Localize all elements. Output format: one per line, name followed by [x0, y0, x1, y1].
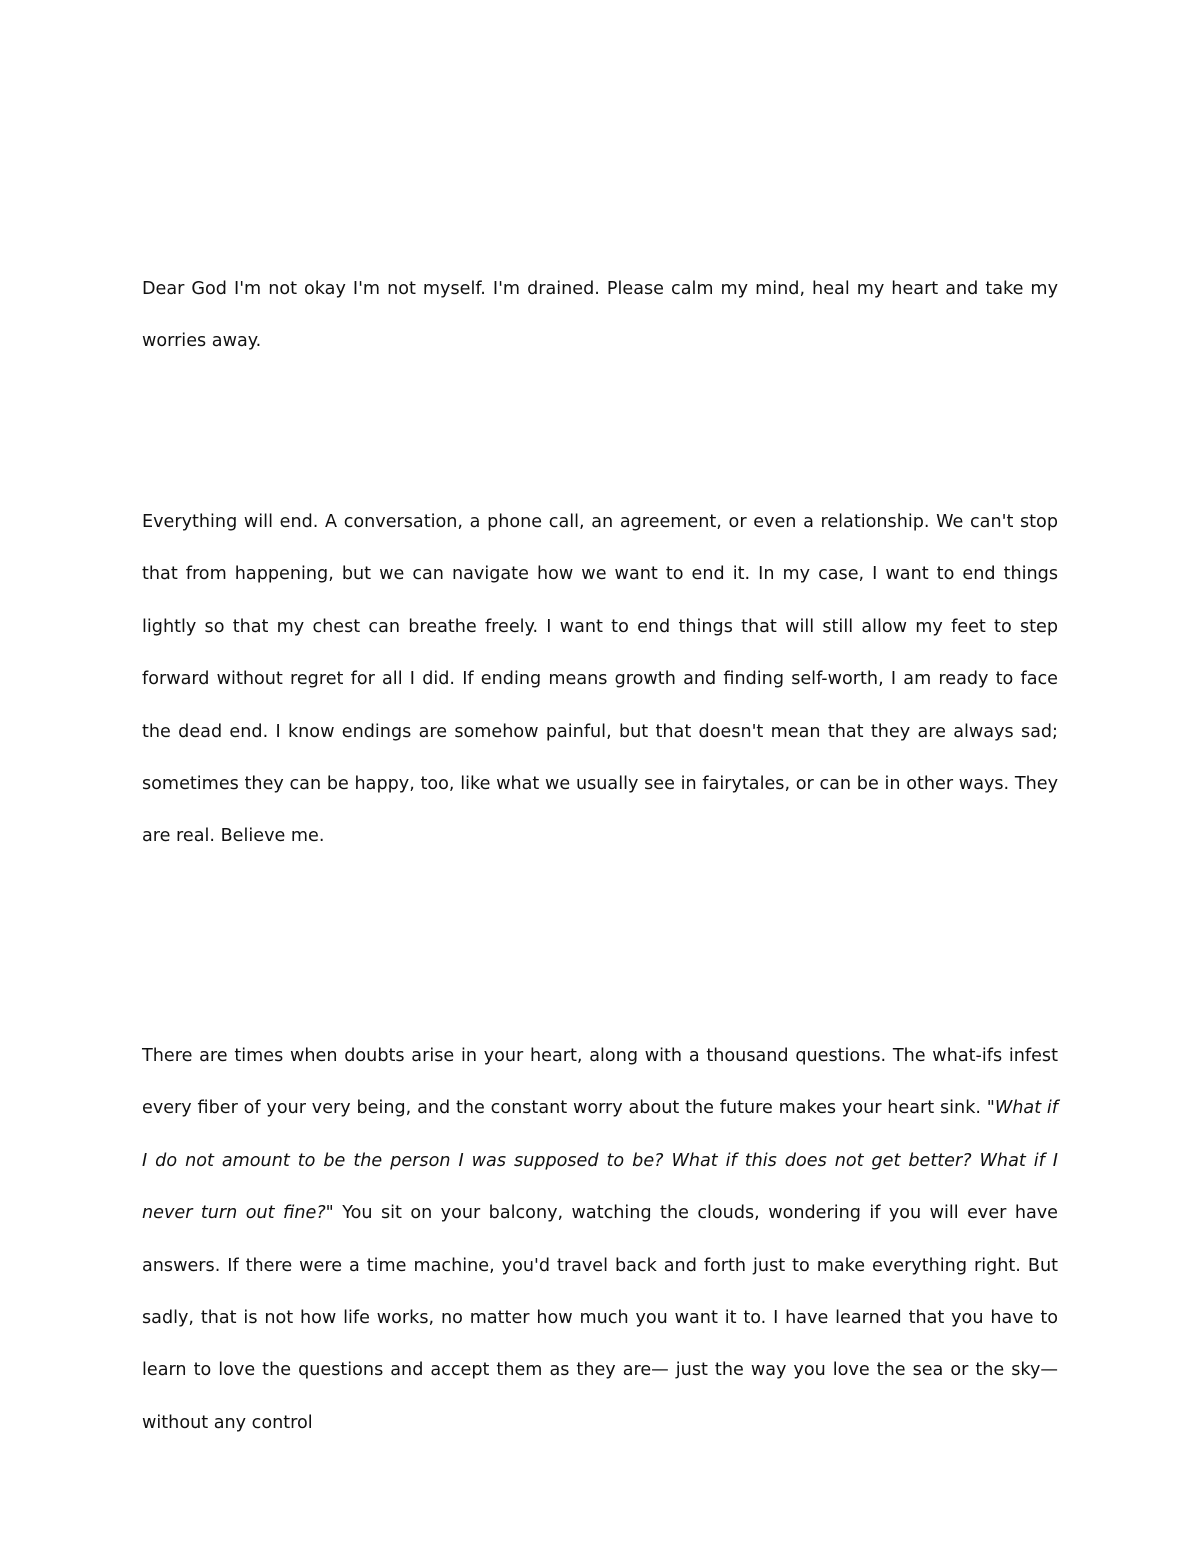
paragraph-text: " You sit on your balcony, watching the clouds, wondering if you will ever have answers. If there were a time machine, you'd travel back and forth just to make everything right. But sadly, that is not how life works, no matter how much you want it to. I have learned that you have to learn to love the questions and accept them as they are— just the way you love the sea or the sky— without any control	[142, 1203, 1059, 1433]
paragraph-text: Dear God I'm not okay I'm not myself. I'm drained. Please calm my mind, heal my heart and take my worries away.	[142, 279, 1058, 352]
paragraph-endings	[142, 496, 1058, 863]
italic-questions: What if I do not amount to be the person I was supposed to be? What if this does not get better? What if I never turn out fine?	[142, 1098, 1058, 1224]
paragraph-prayer	[142, 263, 1058, 368]
paragraph-doubts	[142, 1030, 1058, 1449]
paragraph-text: Everything will end. A conversation, a phone call, an agreement, or even a relationship. We can't stop that from happening, but we can navigate how we want to end it. In my case, I want to end things lightly so that my chest can breathe freely. I want to end things that will still allow my feet to step forward without regret for all I did. If ending means growth and finding self-worth, I am ready to face the dead end. I know endings are somehow painful, but that doesn't mean that they are always sad; sometimes they can be happy, too, like what we usually see in fairytales, or can be in other ways. They are real. Believe me.	[142, 512, 1058, 847]
paragraph-text: There are times when doubts arise in your heart, along with a thousand questions. The what-ifs infest every fiber of your very being, and the constant worry about the future makes your heart sink. "	[142, 1046, 1058, 1119]
